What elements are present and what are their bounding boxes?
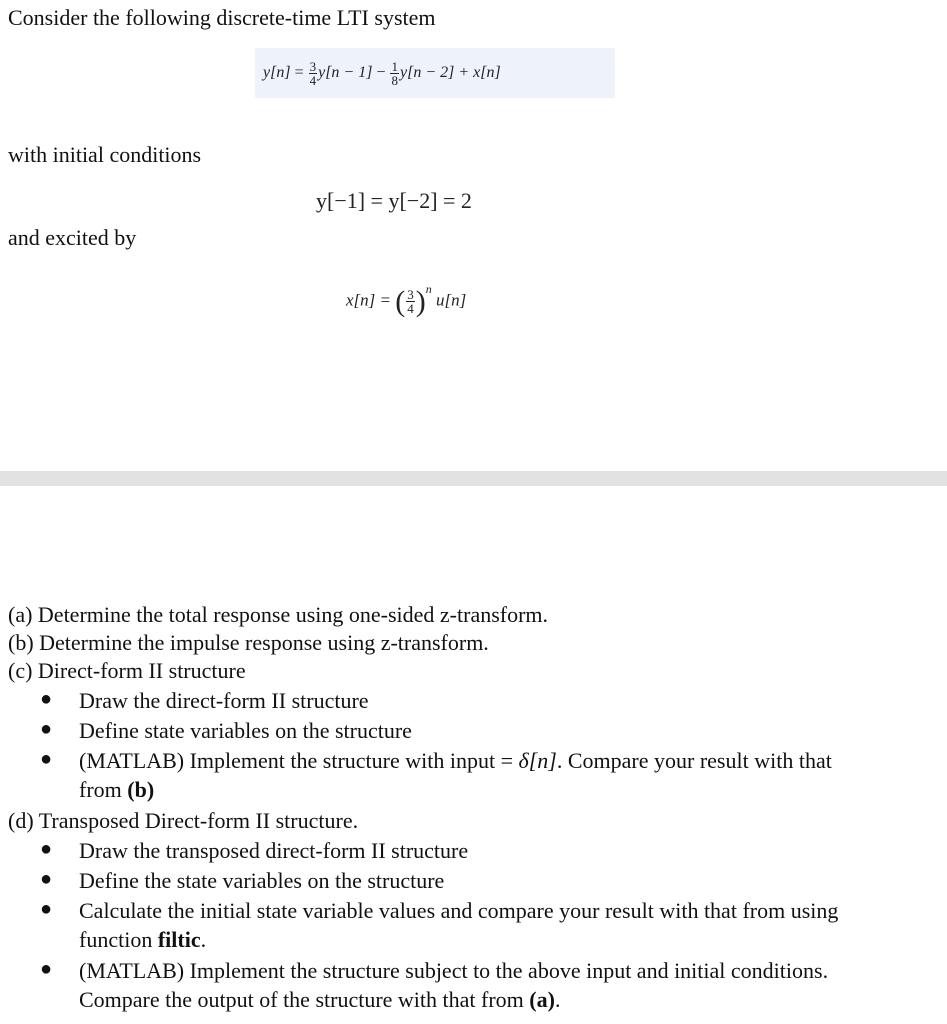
part-c-from-text: from — [79, 777, 128, 802]
eq-term-1: y[n − 1] — [318, 64, 373, 81]
coef-2-fraction — [390, 60, 399, 87]
bullet-icon: ● — [40, 748, 53, 770]
section-divider — [0, 471, 947, 486]
part-d-item-1: Draw the transposed direct-form II structure — [79, 838, 469, 863]
part-c-item-3-line-2 — [79, 775, 154, 804]
part-d-period: . — [200, 927, 207, 952]
coef-2-den: 8 — [391, 72, 398, 88]
part-c-item-3 — [79, 746, 934, 775]
part-d-item-3: Calculate the initial state variable values and compare your result with that from using — [79, 898, 839, 923]
part-d-item-4: (MATLAB) Implement the structure subject to the above input and initial conditions. — [79, 958, 829, 983]
eq-term-2: y[n − 2] + x[n] — [399, 64, 501, 81]
filtic-keyword: filtic — [157, 927, 201, 952]
part-c-matlab-pre: (MATLAB) Implement the structure with input — [79, 748, 496, 773]
part-a: (a) Determine the total response using one-sided z-transform. — [8, 602, 549, 627]
input-tail: u[n] — [436, 290, 467, 310]
delta-symbol: δ[n] — [518, 748, 557, 773]
coef-2-num: 1 — [391, 58, 398, 74]
bullet-icon: ● — [40, 958, 53, 980]
part-c-item-2: Define state variables on the structure — [79, 718, 412, 743]
part-d-item-3-line-2 — [79, 925, 206, 954]
bullet-icon: ● — [40, 868, 53, 890]
bullet-icon: ● — [40, 898, 53, 920]
bullet-icon: ● — [40, 688, 53, 710]
label-excited-by: and excited by — [8, 225, 137, 250]
part-d-item-4-line-2 — [79, 985, 560, 1014]
input-signal-equation: x[n] = ( $\frac{3}{4}$ )$^n$ u[n] — [346, 282, 467, 318]
part-b: (b) Determine the impulse response using z-transform. — [8, 630, 489, 655]
eq-equals: = — [294, 64, 304, 81]
input-fraction — [406, 288, 415, 315]
part-c-item-1: Draw the direct-form II structure — [79, 688, 369, 713]
part-c-matlab-eq: = — [500, 748, 514, 773]
part-d-title: (d) Transposed Direct-form II structure. — [8, 808, 359, 833]
bullet-icon: ● — [40, 718, 53, 740]
eq-minus: − — [376, 64, 386, 81]
label-initial-conditions: with initial conditions — [8, 142, 202, 167]
input-lhs: x[n] = — [346, 290, 391, 310]
coef-1-num: 3 — [309, 58, 317, 74]
bullet-icon: ● — [40, 838, 53, 860]
part-c-matlab-post: . Compare your result with that — [556, 748, 832, 773]
part-d-compare-text: Compare the output of the structure with that from — [79, 987, 530, 1012]
part-d-ref-a: (a) — [529, 987, 555, 1012]
coef-1-fraction — [309, 60, 318, 87]
delta-input — [519, 748, 557, 773]
part-d-final-period: . — [554, 987, 561, 1012]
part-c-title: (c) Direct-form II structure — [8, 658, 246, 683]
part-d-function-text: function — [79, 927, 158, 952]
input-frac-num: 3 — [407, 287, 414, 303]
input-frac-den: 4 — [407, 301, 414, 317]
coef-1-den: 4 — [309, 72, 317, 88]
difference-equation — [255, 48, 615, 98]
intro-text: Consider the following discrete-time LTI system — [8, 5, 436, 30]
input-exponent: n — [425, 282, 432, 296]
initial-conditions-equation: y[−1] = y[−2] = 2 — [316, 188, 472, 213]
eq-lhs: y[n] — [263, 64, 291, 81]
part-d-item-2: Define the state variables on the structure — [79, 868, 445, 893]
part-c-ref-b: (b) — [127, 777, 155, 802]
